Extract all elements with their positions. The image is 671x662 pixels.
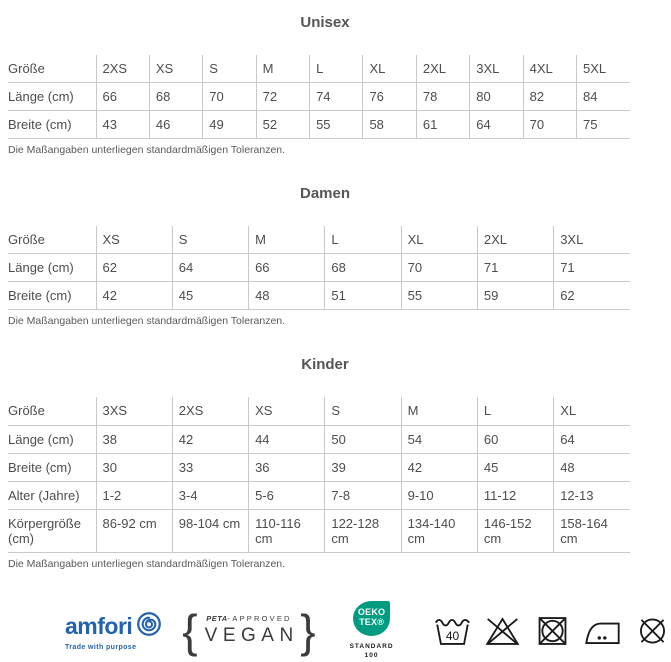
tolerance-note: Die Maßangaben unterliegen standardmäßigen Toleranzen. <box>8 315 286 328</box>
size-header-cell: S <box>325 397 401 425</box>
size-header-cell: 2XS <box>96 55 149 83</box>
size-header-cell: XS <box>249 397 325 425</box>
value-cell: 110-116 cm <box>249 509 325 552</box>
size-header-cell: 2XL <box>477 226 553 254</box>
vegan-label: VEGAN <box>204 625 299 647</box>
value-cell: 70 <box>401 254 477 282</box>
row-label-header-cell: Größe <box>8 61 45 76</box>
value-cell: 42 <box>172 425 248 453</box>
value-cell: 71 <box>477 254 553 282</box>
size-table-row <box>8 83 630 111</box>
size-table <box>8 226 630 310</box>
value-cell: 146-152 cm <box>477 509 553 552</box>
size-header-cell: 5XL <box>577 55 630 83</box>
size-header-cell: 3XL <box>470 55 523 83</box>
row-label-cell: Alter (Jahre) <box>8 487 80 503</box>
value-cell: 86-92 cm <box>96 509 172 552</box>
size-table-row <box>8 111 630 139</box>
size-table-header-row <box>8 397 630 425</box>
size-header-cell: M <box>256 55 309 83</box>
size-table-header-row <box>8 55 630 83</box>
row-label-cell: Körpergröße (cm) <box>8 515 81 546</box>
value-cell: 50 <box>325 425 401 453</box>
value-cell: 33 <box>172 453 248 481</box>
value-cell: 78 <box>416 83 469 111</box>
value-cell: 5-6 <box>249 481 325 509</box>
value-cell: 44 <box>249 425 325 453</box>
amfori-wordmark: amfori <box>65 612 133 639</box>
value-cell: 66 <box>96 83 149 111</box>
value-cell: 60 <box>477 425 553 453</box>
tolerance-note: Die Maßangaben unterliegen standardmäßigen Toleranzen. <box>8 557 286 570</box>
value-cell: 158-164 cm <box>554 509 630 552</box>
size-header-cell: L <box>325 226 401 254</box>
value-cell: 76 <box>363 83 416 111</box>
peta-approved-label: PETA-APPROVED <box>206 614 292 624</box>
certifications-and-care-bar <box>65 600 642 662</box>
size-table-row <box>8 282 630 310</box>
size-table <box>8 55 630 139</box>
section-kinder <box>8 356 642 569</box>
row-label-cell: Länge (cm) <box>8 89 74 105</box>
size-header-cell: XS <box>149 55 202 83</box>
value-cell: 49 <box>203 111 256 139</box>
value-cell: 80 <box>470 83 523 111</box>
value-cell: 45 <box>477 453 553 481</box>
value-cell: 11-12 <box>477 481 553 509</box>
size-table-row <box>8 254 630 282</box>
iron-two-dots-icon <box>584 615 621 647</box>
value-cell: 42 <box>96 282 172 310</box>
row-label-cell: Breite (cm) <box>8 459 72 475</box>
value-cell: 68 <box>149 83 202 111</box>
value-cell: 134-140 cm <box>401 509 477 552</box>
row-label-header-cell: Größe <box>8 232 45 248</box>
left-brace: { <box>182 604 198 657</box>
value-cell: 98-104 cm <box>172 509 248 552</box>
value-cell: 68 <box>325 254 401 282</box>
value-cell: 43 <box>96 111 149 139</box>
size-table-holder-unisex <box>8 55 642 139</box>
value-cell: 58 <box>363 111 416 139</box>
value-cell: 39 <box>325 453 401 481</box>
value-cell: 62 <box>96 254 172 282</box>
value-cell: 84 <box>577 83 630 111</box>
value-cell: 42 <box>401 453 477 481</box>
oeko-tex-leaf-icon: OEKO TEX® <box>353 601 390 636</box>
row-label-header-cell: Größe <box>8 403 45 419</box>
value-cell: 62 <box>554 282 630 310</box>
size-header-cell: 2XL <box>416 55 469 83</box>
size-header-cell: XL <box>401 226 477 254</box>
value-cell: 51 <box>325 282 401 310</box>
size-table-header-row <box>8 226 630 254</box>
value-cell: 46 <box>149 111 202 139</box>
right-brace: } <box>300 604 316 657</box>
value-cell: 75 <box>577 111 630 139</box>
section-damen <box>8 185 642 327</box>
wash-40-icon <box>434 615 471 647</box>
value-cell: 38 <box>96 425 172 453</box>
size-header-cell: 2XS <box>172 397 248 425</box>
value-cell: 66 <box>249 254 325 282</box>
amfori-logo <box>65 611 162 651</box>
section-title-damen: Damen <box>299 185 351 203</box>
value-cell: 74 <box>310 83 363 111</box>
size-header-cell: 3XL <box>554 226 630 254</box>
size-table-holder-damen <box>8 226 642 310</box>
size-header-cell: 4XL <box>523 55 576 83</box>
value-cell: 64 <box>470 111 523 139</box>
value-cell: 122-128 cm <box>325 509 401 552</box>
row-label-cell: Breite (cm) <box>8 117 72 133</box>
size-header-cell: 3XS <box>96 397 172 425</box>
row-label-cell: Länge (cm) <box>8 431 74 447</box>
value-cell: 71 <box>554 254 630 282</box>
size-table-row <box>8 453 630 481</box>
oeko-tex-logo <box>350 601 394 662</box>
value-cell: 7-8 <box>325 481 401 509</box>
size-header-cell: M <box>249 226 325 254</box>
value-cell: 64 <box>554 425 630 453</box>
amfori-tagline: Trade with purpose <box>65 643 137 651</box>
size-table-row <box>8 509 630 552</box>
value-cell: 55 <box>310 111 363 139</box>
oeko-tex-standard-label: STANDARD 100 <box>349 642 394 660</box>
value-cell: 70 <box>203 83 256 111</box>
tolerance-note: Die Maßangaben unterliegen standardmäßigen Toleranzen. <box>8 144 286 157</box>
do-not-tumble-dry-icon <box>534 615 571 647</box>
size-table-row <box>8 425 630 453</box>
value-cell: 9-10 <box>401 481 477 509</box>
svg-text:40: 40 <box>445 629 459 644</box>
section-title-unisex: Unisex <box>300 14 350 31</box>
size-header-cell: S <box>203 55 256 83</box>
size-header-cell: XL <box>363 55 416 83</box>
value-cell: 36 <box>249 453 325 481</box>
size-header-cell: M <box>401 397 477 425</box>
value-cell: 70 <box>523 111 576 139</box>
value-cell: 1-2 <box>96 481 172 509</box>
amfori-spiral-icon <box>136 611 162 642</box>
row-label-cell: Länge (cm) <box>8 260 74 276</box>
value-cell: 45 <box>172 282 248 310</box>
value-cell: 61 <box>416 111 469 139</box>
value-cell: 48 <box>554 453 630 481</box>
value-cell: 12-13 <box>554 481 630 509</box>
care-symbols-row <box>434 615 671 647</box>
size-header-cell: S <box>172 226 248 254</box>
size-table-row <box>8 481 630 509</box>
peta-approved-vegan-logo <box>182 605 315 657</box>
value-cell: 48 <box>249 282 325 310</box>
value-cell: 54 <box>401 425 477 453</box>
size-table-holder-kinder <box>8 397 642 552</box>
value-cell: 82 <box>523 83 576 111</box>
size-header-cell: L <box>477 397 553 425</box>
row-label-cell: Breite (cm) <box>8 288 72 304</box>
value-cell: 59 <box>477 282 553 310</box>
size-header-cell: L <box>310 55 363 83</box>
section-title-kinder: Kinder <box>301 356 349 374</box>
section-unisex <box>8 0 642 156</box>
size-header-cell: XL <box>554 397 630 425</box>
value-cell: 30 <box>96 453 172 481</box>
do-not-bleach-icon <box>484 615 521 647</box>
value-cell: 3-4 <box>172 481 248 509</box>
value-cell: 52 <box>256 111 309 139</box>
value-cell: 55 <box>401 282 477 310</box>
size-table <box>8 397 630 552</box>
value-cell: 64 <box>172 254 248 282</box>
size-header-cell: XS <box>96 226 172 254</box>
do-not-dry-clean-icon <box>634 615 671 647</box>
value-cell: 72 <box>256 83 309 111</box>
